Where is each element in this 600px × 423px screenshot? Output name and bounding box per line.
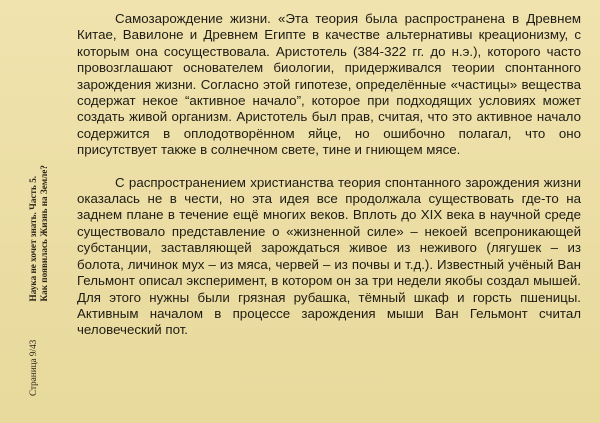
document-title-line-1: Наука не хочет знать. Часть 5. bbox=[28, 175, 38, 302]
document-title-line-2: Как появилась Жизнь на Земле? bbox=[38, 165, 49, 302]
page-number: Страница 9/43 bbox=[28, 339, 38, 396]
sidebar-vertical-text bbox=[28, 165, 49, 396]
paragraph-1: Самозарождение жизни. «Эта теория была распространена в Древнем Китае, Вавилоне и Древнем Египте в качестве альтернативы креационизму, с которым она сосуществовала. Аристотель (384-322 гг. до н.э.), которого часто провозглашают основателем биологии, придерживался теории спонтанного зарождения жизни. Согласно этой гипотезе, определённые «частицы» вещества содержат некое “активное начало”, которое при подходящих условиях может создать живой организм. Аристотель был прав, считая, что это активное начало содержится в оплодотворённом яйце, но ошибочно полагал, что оно присутствует также в солнечном свете, тине и гниющем мясе. bbox=[77, 11, 581, 158]
document-title bbox=[28, 165, 49, 301]
sidebar bbox=[4, 0, 52, 423]
main-text bbox=[77, 11, 581, 339]
paragraph-2: С распространением христианства теория спонтанного зарождения жизни оказалась не в чести, но эта идея все продолжала существовать где-то на заднем плане в течение ещё многих веков. Вплоть до XIX века в научной среде существовало представление о «жизненной силе» – некоей всепроникающей субстанции, заставляющей зарождаться живое из неживого (лягушек – из болота, личинок мух – из мяса, червей – из почвы и т.д.). Известный учёный Ван Гельмонт описал эксперимент, в котором он за три недели якобы создал мышей. Для этого нужны были грязная рубашка, тёмный шкаф и горсть пшеницы. Активным началом в процессе зарождения мыши Ван Гельмонт считал человеческий пот. bbox=[77, 174, 581, 338]
